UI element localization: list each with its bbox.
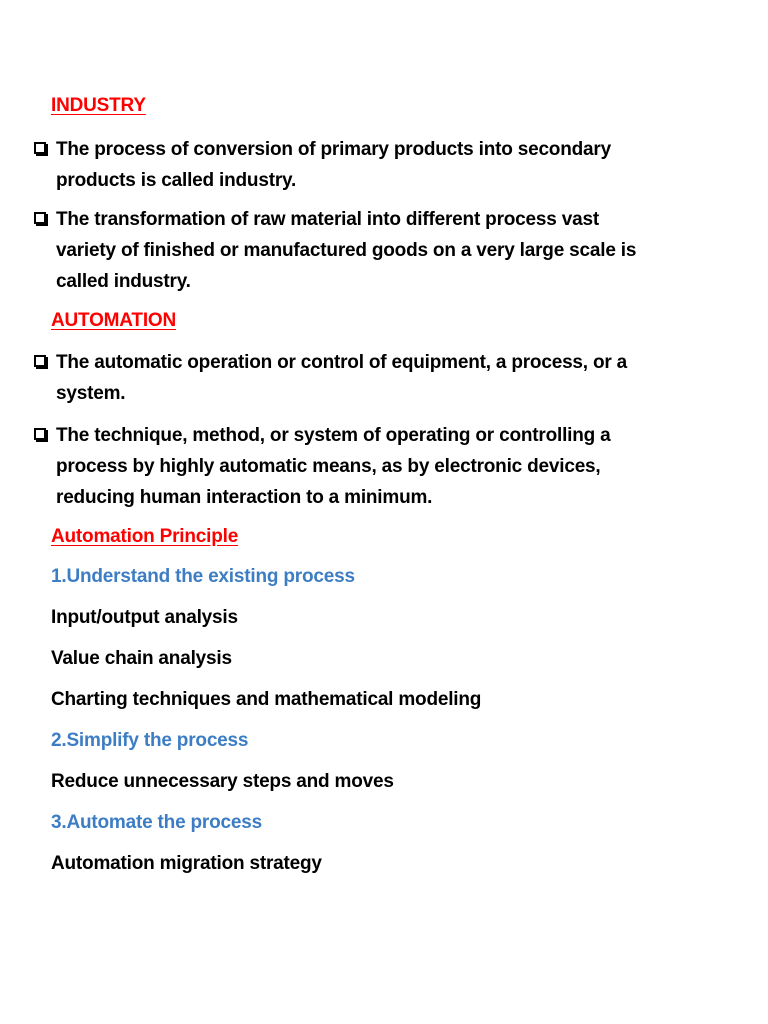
- checkbox-bullet-icon: [34, 212, 46, 224]
- checkbox-bullet-icon: [34, 142, 46, 154]
- step-1-item-1: Input/output analysis: [51, 607, 238, 628]
- industry-bullet-2: [34, 204, 694, 297]
- checkbox-bullet-icon: [34, 355, 46, 367]
- automation-bullet-2: [34, 420, 694, 513]
- step-1-item-3: Charting techniques and mathematical modeling: [51, 689, 482, 710]
- step-3-item-1: Automation migration strategy: [51, 853, 322, 874]
- industry-heading: INDUSTRY: [51, 95, 146, 116]
- step-2-item-1: Reduce unnecessary steps and moves: [51, 771, 394, 792]
- industry-bullet-1: [34, 134, 694, 196]
- bullet-text: The transformation of raw material into different process vast variety of finished or manufactured goods on a very large scale is called industry.: [56, 209, 637, 292]
- step-1-item-2: Value chain analysis: [51, 648, 232, 669]
- bullet-text: The technique, method, or system of operating or controlling a process by highly automatic means, as by electronic devices, reducing human interaction to a minimum.: [56, 425, 611, 508]
- bullet-text: The automatic operation or control of equipment, a process, or a system.: [56, 352, 628, 404]
- automation-principle-heading: Automation Principle: [51, 526, 239, 547]
- automation-bullet-1: [34, 347, 694, 409]
- step-1-title: 1.Understand the existing process: [51, 566, 355, 587]
- step-2-title: 2.Simplify the process: [51, 730, 249, 751]
- step-3-title: 3.Automate the process: [51, 812, 262, 833]
- checkbox-bullet-icon: [34, 428, 46, 440]
- bullet-text: The process of conversion of primary products into secondary products is called industry.: [56, 139, 611, 191]
- automation-heading: AUTOMATION: [51, 310, 177, 331]
